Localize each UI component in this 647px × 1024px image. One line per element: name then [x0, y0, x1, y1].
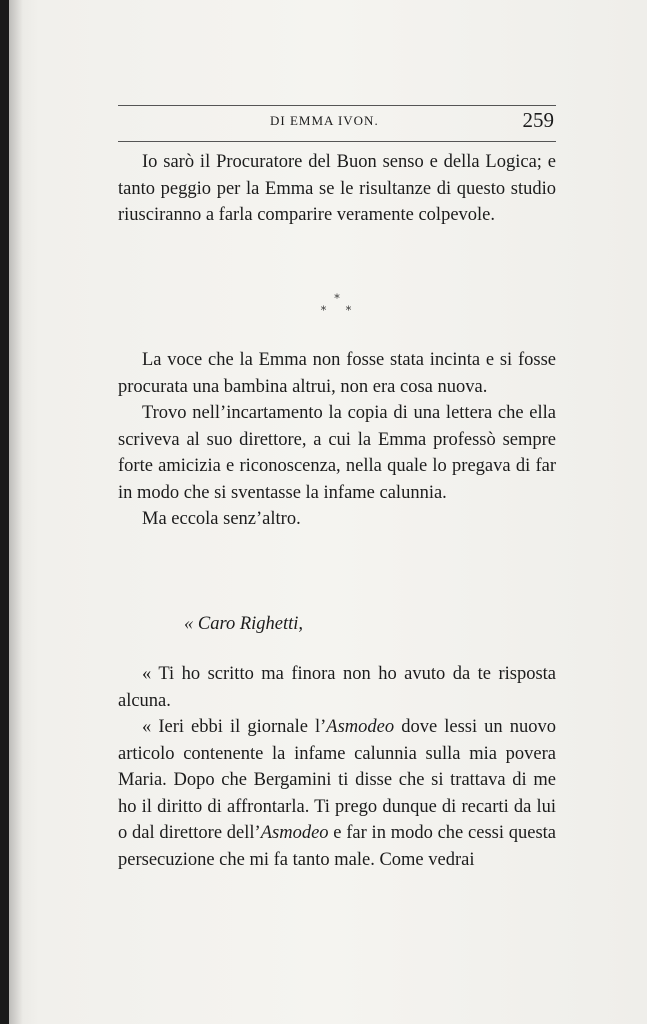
paragraph	[118, 714, 556, 873]
paragraph-block-3	[118, 661, 556, 873]
text-run: dove lessi un nuovo articolo contenente la infame calunnia sulla mia povera Maria. Dopo che Bergamini ti disse che si trattava di me ho il diritto di affrontarla. Ti prego dunque di recarti da lui o dal direttore dell’	[118, 717, 556, 843]
header-rule-bottom	[118, 141, 556, 142]
text-run: e far in modo che cessi questa persecuzione che mi fa tanto male. Come vedrai	[118, 823, 557, 870]
asterism-top: *	[334, 292, 340, 305]
page-number: 259	[522, 108, 554, 132]
paragraph: La voce che la Emma non fosse stata incinta e si fosse procurata una bambina altrui, non era cosa nuova.	[118, 350, 556, 397]
asterism-bottom: * *	[320, 304, 360, 317]
italic-title: Asmodeo	[326, 717, 395, 737]
letter-salutation: « Caro Righetti,	[184, 614, 304, 634]
paragraph: « Ti ho scritto ma finora non ho avuto da te risposta alcuna.	[118, 664, 556, 711]
italic-title: Asmodeo	[260, 823, 329, 843]
running-head: DI EMMA IVON.	[270, 113, 379, 128]
paragraph-block-2	[118, 347, 556, 533]
spine-shadow	[9, 0, 23, 1024]
paragraph: Ma eccola senz’altro.	[142, 509, 301, 529]
book-spine-edge	[0, 0, 9, 1024]
text-run: « Ieri ebbi il giornale l’	[142, 717, 327, 737]
paragraph: Trovo nell’incartamento la copia di una lettera che ella scriveva al suo direttore, a cui la Emma professò sempre forte amicizia e riconoscenza, nella quale lo pregava di far in modo che si sventasse la infame calunnia.	[118, 403, 556, 503]
asterism-separator	[312, 293, 362, 317]
header-rule-top	[118, 105, 556, 106]
paragraph-block-1	[118, 149, 556, 229]
paragraph: Io sarò il Procuratore del Buon senso e della Logica; e tanto peggio per la Emma se le risultanze di questo studio riusciranno a farla comparire veramente colpevole.	[118, 152, 556, 225]
